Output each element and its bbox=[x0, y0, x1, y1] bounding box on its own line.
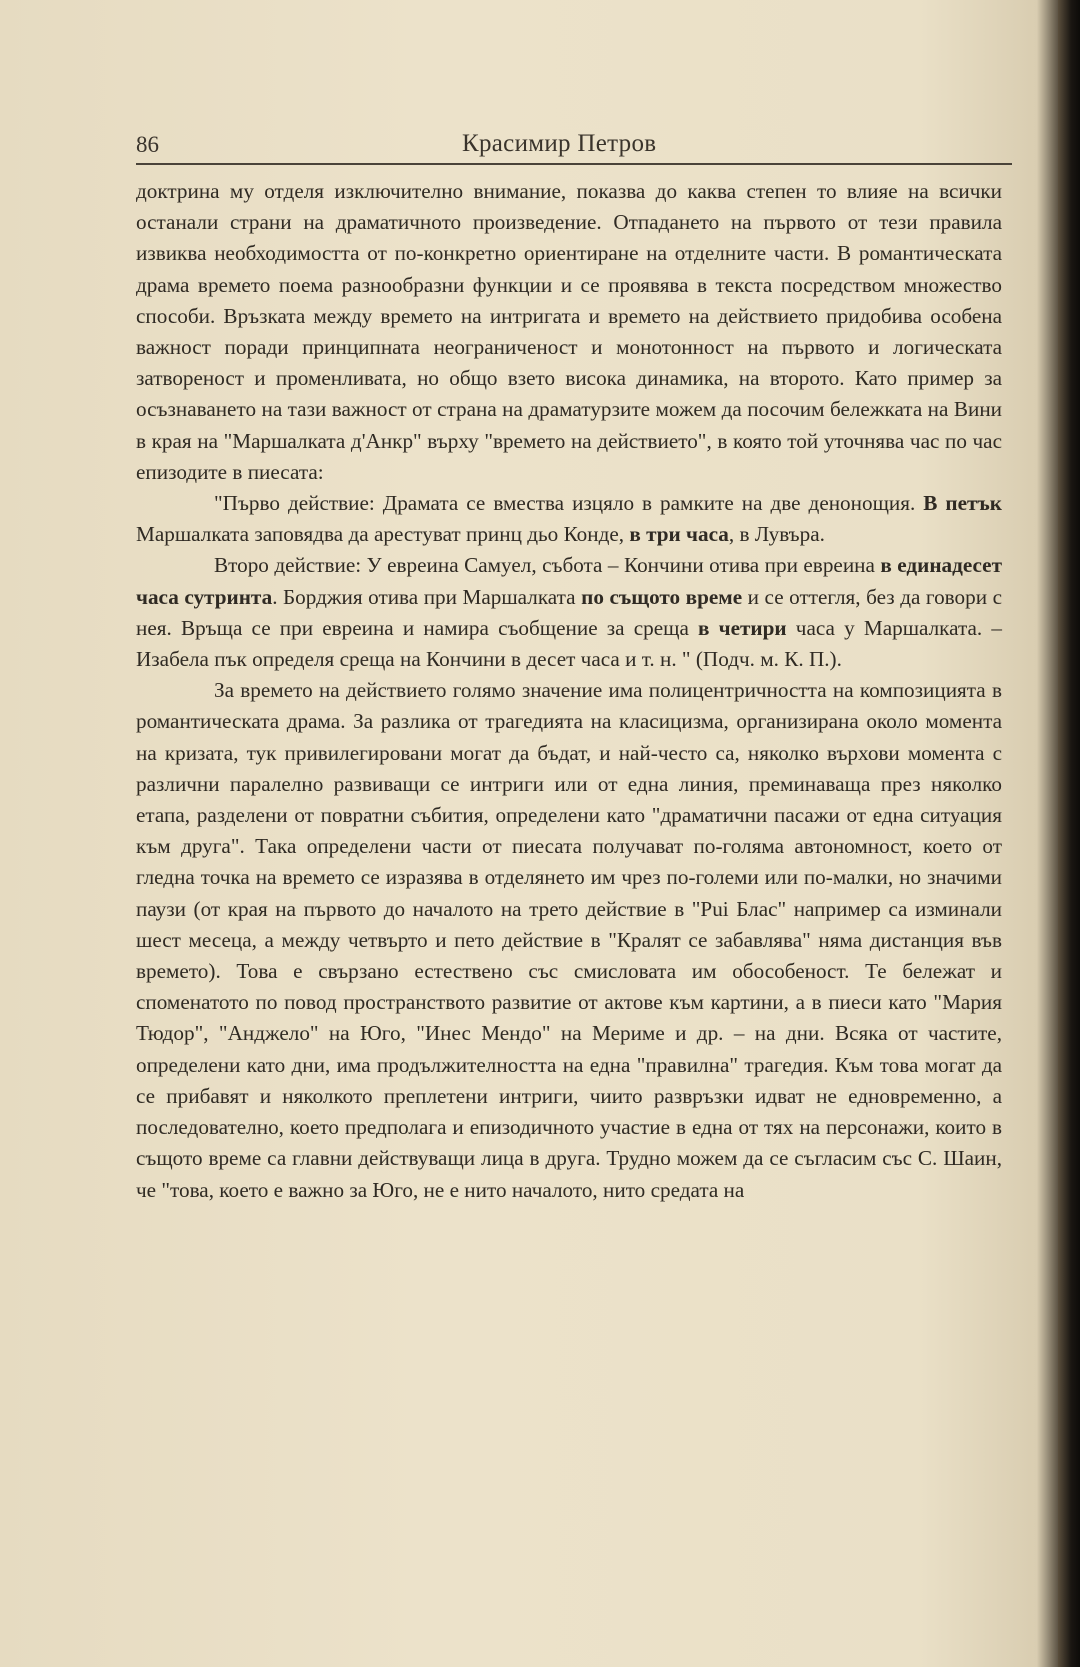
emphasis-text: в четири bbox=[698, 615, 787, 640]
paragraph bbox=[136, 488, 1002, 550]
emphasis-text: В петък bbox=[923, 491, 1002, 516]
text-run: Маршалката заповядва да арестуват принц дьо Конде, bbox=[136, 522, 630, 547]
paragraph bbox=[136, 550, 1002, 675]
emphasis-text: в единадесет часа сутринта bbox=[136, 553, 1002, 609]
text-run: . Борджия отива при Маршалката bbox=[272, 584, 582, 609]
emphasis-text: по същото време bbox=[581, 584, 743, 609]
text-run: и се оттегля, без да говори с нея. Връща се при евреина и намира съобщение за среща bbox=[136, 584, 1002, 640]
header-rule bbox=[136, 163, 1012, 165]
running-title: Красимир Петров bbox=[462, 130, 657, 157]
book-spine bbox=[1058, 0, 1080, 1667]
page-number: 86 bbox=[136, 132, 159, 157]
text-run: Второ действие: У евреина Самуел, събота – Кончини отива при евреина bbox=[214, 553, 881, 578]
text-run: "Първо действие: Драмата се вмества изцяло в рамките на две денонощия. bbox=[214, 491, 924, 516]
paragraph bbox=[136, 675, 1002, 1205]
emphasis-text: в три часа bbox=[629, 522, 729, 547]
text-run: доктрина му отделя изключително внимание, показва до каква степен то влияе на всички останали страни на драматичното произведение. Отпадането на първото от тези правила извиква необходимостта от по-конкретно ориентиране на отделните части. В романтическата драма времето поема разнообразни функции и се проявява в текста посредством множество способи. Връзката между времето на интригата и времето на действието придобива особена важност поради принципната неограниченост и монотонност на първото и логическата затвореност и променливата, но общо взето висока динамика, на второто. Като пример за осъзнаването на тази важност от страна на драматурзите можем да посочим бележката на Вини в края на "Маршалката д'Анкр" върху "времето на действието", в която той уточнява час по час епизодите в пиесата: bbox=[136, 179, 1002, 484]
page-header bbox=[136, 130, 1012, 164]
text-run: , в Лувъра. bbox=[728, 522, 825, 547]
text-run: часа у Маршалката. – Изабела пък определя среща на Кончини в десет часа и т. н. " (Подч. м. К. П.). bbox=[136, 615, 1002, 672]
body-text bbox=[136, 176, 1002, 1206]
text-run: За времето на действието голямо значение има полицентричността на композицията в романтическата драма. За разлика от трагедията на класицизма, организирана около момента на кризата, тук привилегировани могат да бъдат, и най-често са, няколко върхови момента с различни паралелно развиващи се интриги или от една линия, преминаваща през няколко етапа, разделени от повратни събития, определени като "драматични пасажи от една ситуация към друга". Така определени части от пиесата получават по-голяма автономност, което от гледна точка на времето се изразява в отделянето им чрез по-големи или по-малки, но значими паузи (от края на първото до началото на трето действие в "Рui Блас" например са изминали шест месеца, а между четвърто и пето действие в "Кралят се забавлява" няма дистанция във времето). Това е свързано естествено със смисловата им обособеност. Те бележат и споменатото по повод пространството развитие от актове към картини, а в пиеси като "Мария Тюдор", "Анджело" на Юго, "Инес Мендо" на Мериме и др. – на дни. Всяка от частите, определени като дни, има продължителността на една "правилна" трагедия. Към това могат да се прибавят и няколкото преплетени интриги, чиито развръзки идват не едновременно, а последователно, което предполага и епизодичното участие в една от тях на персонажи, които в същото време са главни действуващи лица в друга. Трудно можем да се съгласим със С. Шаин, че "това, което е важно за Юго, не е нито началото, нито средата на bbox=[136, 678, 1002, 1202]
paragraph bbox=[136, 176, 1002, 488]
